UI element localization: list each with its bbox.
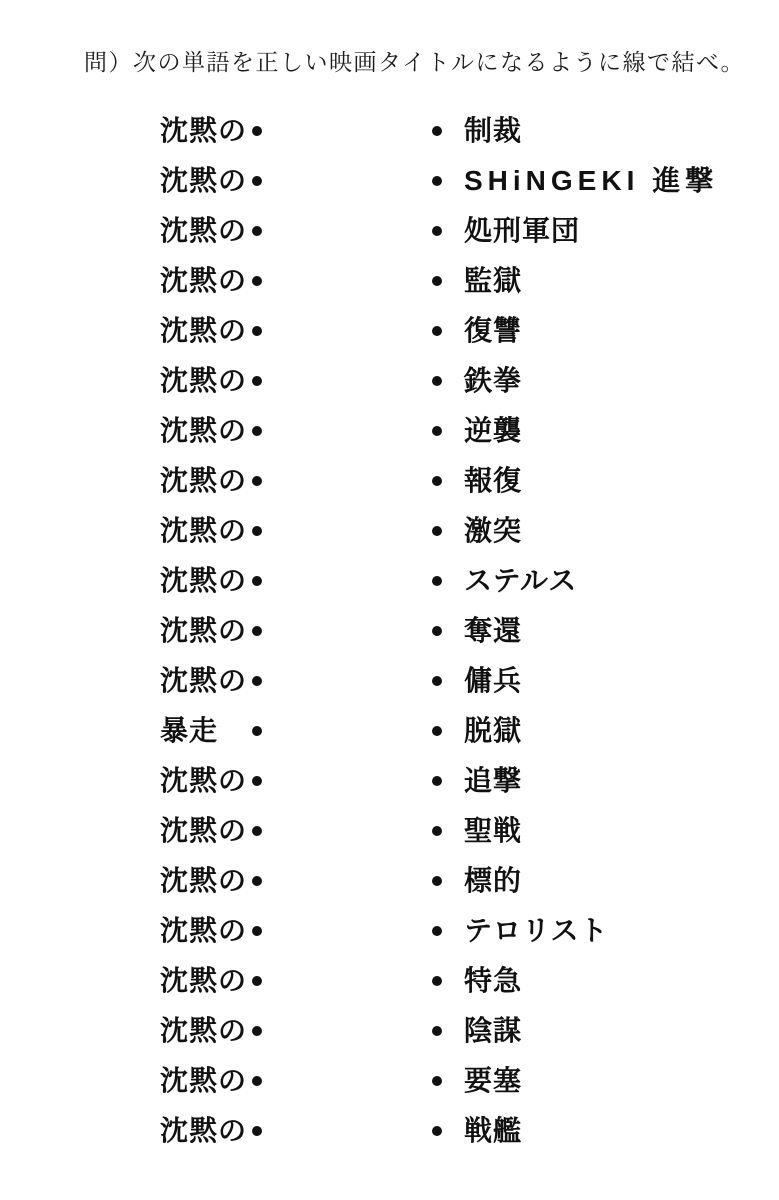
right-word: 標的 <box>464 865 523 896</box>
left-word: 沈黙の <box>160 615 248 646</box>
right-dot-cell <box>426 526 448 536</box>
left-connector-dot-icon <box>252 776 262 786</box>
left-connector-dot-icon <box>252 826 262 836</box>
left-connector-dot-icon <box>252 876 262 886</box>
right-connector-dot-icon <box>432 1026 442 1036</box>
left-word: 沈黙の <box>160 915 248 946</box>
match-row <box>160 556 718 606</box>
match-row <box>160 106 718 156</box>
match-row <box>160 1056 718 1106</box>
right-dot-cell <box>426 676 448 686</box>
left-dot-cell <box>246 376 268 386</box>
right-dot-cell <box>426 1126 448 1136</box>
right-word: 脱獄 <box>464 715 523 746</box>
right-word: 鉄拳 <box>464 365 523 396</box>
left-dot-cell <box>246 826 268 836</box>
right-word: 復讐 <box>464 315 523 346</box>
left-word: 沈黙の <box>160 115 248 146</box>
left-connector-dot-icon <box>252 726 262 736</box>
right-dot-cell <box>426 626 448 636</box>
match-row <box>160 656 718 706</box>
match-row <box>160 756 718 806</box>
left-word: 沈黙の <box>160 665 248 696</box>
right-connector-dot-icon <box>432 876 442 886</box>
match-row <box>160 256 718 306</box>
left-word: 沈黙の <box>160 1115 248 1146</box>
left-connector-dot-icon <box>252 226 262 236</box>
match-row <box>160 1006 718 1056</box>
left-word: 沈黙の <box>160 865 248 896</box>
right-connector-dot-icon <box>432 276 442 286</box>
left-dot-cell <box>246 526 268 536</box>
right-connector-dot-icon <box>432 626 442 636</box>
left-connector-dot-icon <box>252 1076 262 1086</box>
match-row <box>160 906 718 956</box>
left-connector-dot-icon <box>252 526 262 536</box>
left-dot-cell <box>246 426 268 436</box>
left-connector-dot-icon <box>252 426 262 436</box>
match-row <box>160 956 718 1006</box>
right-connector-dot-icon <box>432 426 442 436</box>
left-word: 沈黙の <box>160 165 248 196</box>
left-word: 沈黙の <box>160 765 248 796</box>
match-row <box>160 406 718 456</box>
left-dot-cell <box>246 1076 268 1086</box>
right-dot-cell <box>426 1026 448 1036</box>
left-connector-dot-icon <box>252 976 262 986</box>
left-word: 沈黙の <box>160 365 248 396</box>
left-connector-dot-icon <box>252 576 262 586</box>
right-dot-cell <box>426 276 448 286</box>
right-connector-dot-icon <box>432 726 442 736</box>
right-connector-dot-icon <box>432 1076 442 1086</box>
right-dot-cell <box>426 176 448 186</box>
match-row <box>160 356 718 406</box>
right-dot-cell <box>426 776 448 786</box>
left-dot-cell <box>246 326 268 336</box>
left-connector-dot-icon <box>252 126 262 136</box>
left-dot-cell <box>246 626 268 636</box>
match-row <box>160 206 718 256</box>
right-connector-dot-icon <box>432 926 442 936</box>
right-word: 処刑軍団 <box>464 215 581 246</box>
left-word: 沈黙の <box>160 965 248 996</box>
right-word: 激突 <box>464 515 523 546</box>
right-dot-cell <box>426 876 448 886</box>
right-connector-dot-icon <box>432 226 442 236</box>
left-word: 沈黙の <box>160 215 248 246</box>
match-row <box>160 506 718 556</box>
left-dot-cell <box>246 726 268 736</box>
right-connector-dot-icon <box>432 776 442 786</box>
right-connector-dot-icon <box>432 326 442 336</box>
right-connector-dot-icon <box>432 476 442 486</box>
left-dot-cell <box>246 676 268 686</box>
left-word: 沈黙の <box>160 315 248 346</box>
right-word: 陰謀 <box>464 1015 523 1046</box>
left-word: 沈黙の <box>160 815 248 846</box>
left-dot-cell <box>246 926 268 936</box>
right-word: テロリスト <box>464 915 609 946</box>
right-word: 監獄 <box>464 265 523 296</box>
right-connector-dot-icon <box>432 176 442 186</box>
right-dot-cell <box>426 426 448 436</box>
match-row <box>160 806 718 856</box>
left-word: 沈黙の <box>160 415 248 446</box>
left-connector-dot-icon <box>252 176 262 186</box>
right-connector-dot-icon <box>432 676 442 686</box>
right-connector-dot-icon <box>432 976 442 986</box>
left-dot-cell <box>246 126 268 136</box>
right-dot-cell <box>426 926 448 936</box>
right-connector-dot-icon <box>432 576 442 586</box>
left-connector-dot-icon <box>252 326 262 336</box>
left-connector-dot-icon <box>252 626 262 636</box>
left-connector-dot-icon <box>252 476 262 486</box>
right-word: 戦艦 <box>464 1115 523 1146</box>
left-connector-dot-icon <box>252 1026 262 1036</box>
match-row <box>160 156 718 206</box>
left-connector-dot-icon <box>252 676 262 686</box>
match-row <box>160 306 718 356</box>
question-text: 問）次の単語を正しい映画タイトルになるように線で結べ。 <box>84 50 746 75</box>
right-word: ステルス <box>464 565 578 596</box>
left-word: 沈黙の <box>160 265 248 296</box>
match-row <box>160 706 718 756</box>
left-dot-cell <box>246 1026 268 1036</box>
right-word: 報復 <box>464 465 523 496</box>
match-row <box>160 606 718 656</box>
right-word: SHiNGEKI 進撃 <box>464 165 719 196</box>
right-word: 要塞 <box>464 1065 523 1096</box>
right-dot-cell <box>426 126 448 136</box>
left-dot-cell <box>246 176 268 186</box>
match-row <box>160 1106 718 1156</box>
right-word: 奪還 <box>464 615 523 646</box>
left-connector-dot-icon <box>252 926 262 936</box>
right-word: 逆襲 <box>464 415 523 446</box>
right-dot-cell <box>426 576 448 586</box>
right-dot-cell <box>426 326 448 336</box>
left-word: 沈黙の <box>160 465 248 496</box>
right-connector-dot-icon <box>432 376 442 386</box>
right-dot-cell <box>426 226 448 236</box>
right-dot-cell <box>426 826 448 836</box>
left-word: 沈黙の <box>160 515 248 546</box>
left-connector-dot-icon <box>252 376 262 386</box>
left-dot-cell <box>246 1126 268 1136</box>
right-dot-cell <box>426 976 448 986</box>
left-word: 沈黙の <box>160 1065 248 1096</box>
left-word: 沈黙の <box>160 565 248 596</box>
left-dot-cell <box>246 876 268 886</box>
match-row <box>160 856 718 906</box>
right-word: 制裁 <box>464 115 523 146</box>
match-row <box>160 456 718 506</box>
left-word: 暴走 <box>160 715 219 746</box>
left-connector-dot-icon <box>252 276 262 286</box>
left-word: 沈黙の <box>160 1015 248 1046</box>
left-dot-cell <box>246 576 268 586</box>
left-connector-dot-icon <box>252 1126 262 1136</box>
left-dot-cell <box>246 276 268 286</box>
right-dot-cell <box>426 726 448 736</box>
right-word: 聖戦 <box>464 815 523 846</box>
right-connector-dot-icon <box>432 126 442 136</box>
right-dot-cell <box>426 376 448 386</box>
right-connector-dot-icon <box>432 526 442 536</box>
left-dot-cell <box>246 476 268 486</box>
matching-exercise <box>160 106 718 1156</box>
right-dot-cell <box>426 476 448 486</box>
left-dot-cell <box>246 976 268 986</box>
left-dot-cell <box>246 226 268 236</box>
right-word: 追撃 <box>464 765 523 796</box>
right-word: 特急 <box>464 965 523 996</box>
right-connector-dot-icon <box>432 1126 442 1136</box>
left-dot-cell <box>246 776 268 786</box>
right-connector-dot-icon <box>432 826 442 836</box>
right-dot-cell <box>426 1076 448 1086</box>
right-word: 傭兵 <box>464 665 523 696</box>
